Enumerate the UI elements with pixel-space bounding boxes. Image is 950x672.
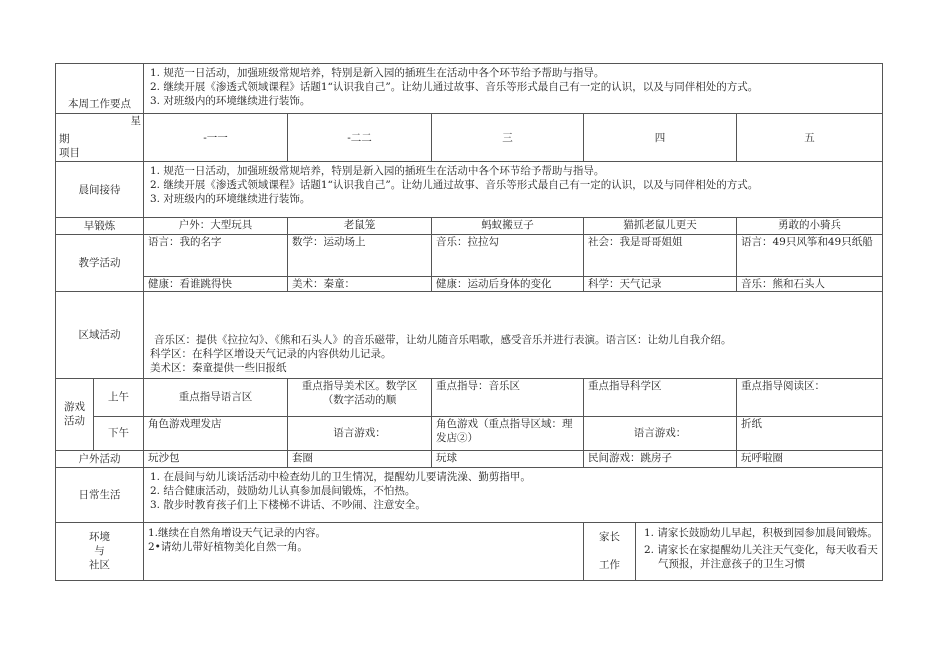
weekly-goals-row — [56, 64, 883, 114]
exercise-thu: 猫抓老鼠儿更天 — [584, 218, 737, 235]
exercise-fri: 勇敢的小骑兵 — [737, 218, 883, 235]
teaching-thu-2: 科学：天气记录 — [584, 277, 737, 292]
parents-item: 2. 请家长在家提醒幼儿关注天气变化，每天收看天气预报，并注意孩子的卫生习惯 — [644, 543, 878, 570]
reception-item: 3. 对班级内的环境继续进行装饰。 — [150, 193, 311, 206]
weekly-goal-item: 3. 对班级内的环境继续进行装饰。 — [150, 95, 311, 107]
teaching-fri-1: 语言：49只风筝和49只纸船 — [737, 235, 883, 277]
day-header-thu: 四 — [584, 114, 737, 162]
exercise-wed: 蚂蚁搬豆子 — [432, 218, 584, 235]
teaching-tue-1: 数学：运动场上 — [288, 235, 432, 277]
parents-content — [636, 522, 883, 580]
daily-row — [56, 467, 883, 522]
weekly-goals-label: 本周工作要点 — [56, 64, 144, 114]
games-pm-thu: 语言游戏： — [584, 416, 737, 450]
parents-label — [584, 522, 636, 580]
teaching-thu-1: 社会：我是哥哥姐姐 — [584, 235, 737, 277]
area-content — [144, 292, 883, 378]
corner-label-period: 期 — [59, 133, 70, 146]
area-line: 科学区：在科学区增设天气记录的内容供幼儿记录。 — [150, 347, 392, 360]
outdoor-mon: 玩沙包 — [144, 450, 288, 467]
games-pm-mon: 角色游戏理发店 — [144, 416, 288, 450]
environment-item: 2•请幼儿带好植物美化自然一角。 — [148, 540, 308, 553]
reception-item: 2. 继续开展《渗透式领域课程》话题1“认识我自己”。让幼儿通过故事、音乐等形式最自己有一定的认识，以及与同伴相处的方式。 — [150, 179, 759, 192]
morning-exercise-row — [56, 218, 883, 235]
morning-reception-label: 晨间接待 — [56, 162, 144, 218]
outdoor-row — [56, 450, 883, 467]
games-pm-fri: 折纸 — [737, 416, 883, 450]
teaching-row-2 — [56, 277, 883, 292]
environment-label-line3: 社区 — [89, 559, 110, 572]
outdoor-label: 户外活动 — [56, 450, 144, 467]
outdoor-fri: 玩呼啦圈 — [737, 450, 883, 467]
area-row — [56, 292, 883, 378]
weekly-plan-table — [55, 63, 883, 581]
parents-item: 1. 请家长鼓励幼儿早起，积极到园参加晨间锻炼。 — [644, 526, 878, 539]
outdoor-wed: 玩球 — [432, 450, 584, 467]
environment-parents-row — [56, 522, 883, 580]
games-am-fri: 重点指导阅读区： — [737, 378, 883, 416]
teaching-wed-1: 音乐：拉拉勾 — [432, 235, 584, 277]
day-header-row — [56, 114, 883, 162]
parents-label-line2: 工作 — [599, 559, 620, 572]
games-am-mon: 重点指导语言区 — [144, 378, 288, 416]
environment-label-line2: 与 — [94, 545, 105, 558]
daily-content — [144, 467, 883, 522]
morning-reception-row — [56, 162, 883, 218]
weekly-goal-item: 2. 继续开展《渗透式领域课程》话题1“认识我自己”。让幼儿通过故事、音乐等形式最自己有一定的认识，以及与同伴相处的方式。 — [150, 81, 759, 93]
games-pm-row — [56, 416, 883, 450]
games-pm-tue: 语言游戏： — [288, 416, 432, 450]
daily-label: 日常生活 — [56, 467, 144, 522]
games-label-line2: 活动 — [64, 415, 85, 428]
weekly-goal-item: 1. 规范一日活动，加强班级常规培养，特别是新入园的插班生在活动中各个环节给予帮助与指导。 — [150, 67, 605, 79]
weekly-goals-content — [144, 64, 883, 114]
header-corner — [56, 114, 144, 162]
environment-label — [56, 522, 144, 580]
daily-item: 3. 散步时教育孩子们上下楼梯不讲话、不吵闹、注意安全。 — [150, 498, 426, 511]
day-header-wed: 三 — [432, 114, 584, 162]
area-line: 美术区：秦童提供一些旧报纸 — [150, 361, 287, 374]
corner-label-star: 星 — [130, 115, 141, 128]
outdoor-thu: 民间游戏：跳房子 — [584, 450, 737, 467]
exercise-mon: 户外：大型玩具 — [144, 218, 288, 235]
reception-item: 1. 规范一日活动，加强班级常规培养，特别是新入园的插班生在活动中各个环节给予帮助与指导。 — [150, 165, 605, 178]
day-header-tue: -二二 — [288, 114, 432, 162]
environment-content — [144, 522, 584, 580]
games-am-tue: 重点指导美术区。数学区（数字活动的顺 — [288, 378, 432, 416]
day-header-fri: 五 — [737, 114, 883, 162]
teaching-tue-2: 美术：秦童： — [288, 277, 432, 292]
area-line: 音乐区：提供《拉拉勾》、《熊和石头人》的音乐磁带，让幼儿随音乐唱歌，感受音乐并进行表演。语言区：让幼儿自我介绍。 — [154, 333, 732, 346]
outdoor-tue: 套圈 — [288, 450, 432, 467]
corner-label-item: 项目 — [59, 147, 80, 160]
teaching-mon-1: 语言：我的名字 — [144, 235, 288, 277]
games-pm-wed: 角色游戏（重点指导区域：理发店②） — [432, 416, 584, 450]
teaching-wed-2: 健康：运动后身体的变化 — [432, 277, 584, 292]
games-am-row — [56, 378, 883, 416]
games-am-label: 上午 — [94, 378, 144, 416]
games-pm-label: 下午 — [94, 416, 144, 450]
morning-exercise-label: 早锻炼 — [56, 218, 144, 235]
games-label — [56, 378, 94, 450]
area-label: 区域活动 — [56, 292, 144, 378]
environment-label-line1: 环境 — [89, 531, 110, 544]
games-am-thu: 重点指导科学区 — [584, 378, 737, 416]
morning-reception-content — [144, 162, 883, 218]
teaching-mon-2: 健康：看谁跳得快 — [144, 277, 288, 292]
parents-label-line1: 家长 — [599, 531, 620, 544]
daily-item: 2. 结合健康活动，鼓励幼儿认真参加晨间锻炼，不怕热。 — [150, 484, 416, 497]
teaching-fri-2: 音乐：熊和石头人 — [737, 277, 883, 292]
teaching-label: 教学活动 — [56, 235, 144, 292]
day-header-mon: -一一 — [144, 114, 288, 162]
daily-item: 1. 在晨间与幼儿谈话活动中检查幼儿的卫生情况，提醒幼儿要请洗澡、勤剪指甲。 — [150, 470, 531, 483]
exercise-tue: 老鼠笼 — [288, 218, 432, 235]
games-label-line1: 游戏 — [64, 401, 85, 414]
games-am-wed: 重点指导：音乐区 — [432, 378, 584, 416]
teaching-row-1 — [56, 235, 883, 277]
environment-item: 1.继续在自然角增设天气记录的内容。 — [148, 526, 327, 539]
